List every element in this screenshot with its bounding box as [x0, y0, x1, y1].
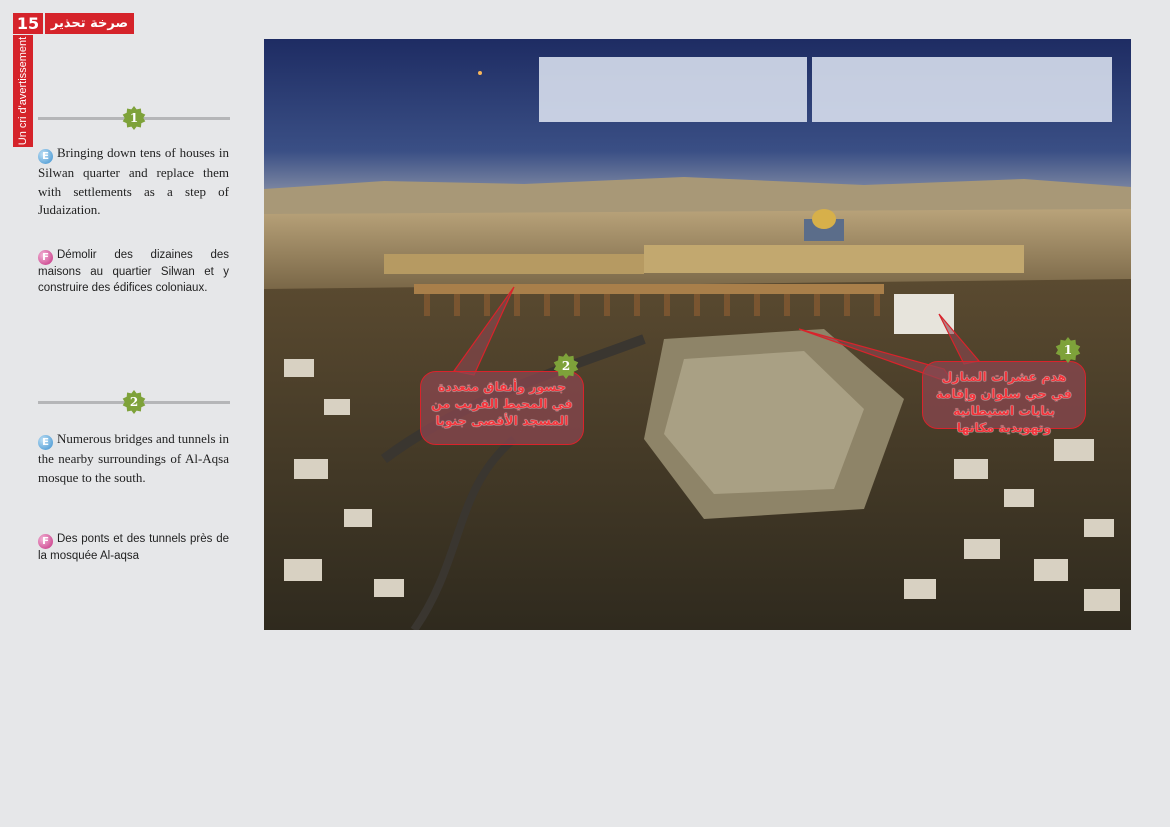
arabic-title: صرخة تحذير — [45, 13, 134, 34]
aerial-photo — [264, 39, 1131, 630]
section-2-badge-number: 2 — [129, 395, 139, 409]
section-2-divider — [38, 390, 230, 414]
callout-bridges-tunnels: جسور وأنفاق متعددة في المحيط القريب من المسجد الأقصى جنوبا — [420, 371, 584, 445]
callout-1-badge — [1055, 337, 1081, 363]
section-2-english-text: Numerous bridges and tunnels in the nearby surroundings of Al-Aqsa mosque to the south. — [38, 431, 229, 485]
english-marker-icon: E — [38, 149, 53, 164]
photo-caption-left — [539, 57, 807, 122]
callout-1-badge-number: 1 — [1063, 343, 1073, 357]
photo-caption-right — [812, 57, 1112, 122]
section-1-badge — [122, 106, 146, 130]
section-1-french-text: Démolir des dizaines des maisons au quartier Silwan et y construire des édifices coloniaux. — [38, 249, 229, 294]
aerial-scene-illustration — [264, 39, 1131, 630]
section-1-french — [38, 248, 229, 296]
section-2-badge — [122, 390, 146, 414]
section-2-french-text: Des ponts et des tunnels près de la mosquée Al-aqsa — [38, 533, 229, 562]
section-2-french — [38, 532, 229, 565]
callout-2-badge — [553, 353, 579, 379]
vertical-label-strip — [13, 35, 33, 147]
french-marker-icon: F — [38, 534, 53, 549]
french-marker-icon: F — [38, 250, 53, 265]
english-marker-icon: E — [38, 435, 53, 450]
callout-2-badge-number: 2 — [561, 359, 571, 373]
section-1-english — [38, 144, 229, 220]
section-2-english — [38, 430, 229, 487]
callout-silwan-demolition: هدم عشرات المنازل في حي سلوان وإقامة بنايات استيطانية وتهويدية مكانها — [922, 361, 1086, 429]
section-1-english-text: Bringing down tens of houses in Silwan quarter and replace them with settlements as a step of Judaization. — [38, 145, 229, 217]
vertical-label: Un cri d'avertissement — [17, 36, 29, 146]
section-1-divider — [38, 106, 230, 130]
page-number: 15 — [13, 13, 43, 34]
section-1-badge-number: 1 — [129, 111, 139, 125]
